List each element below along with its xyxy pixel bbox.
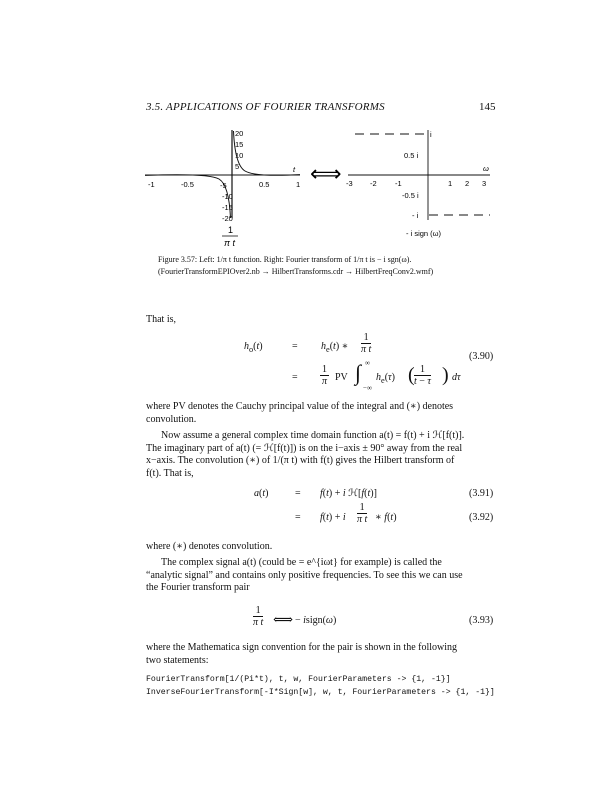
figure-caption: Figure 3.57: Left: 1/π t function. Right: Fourier transform of 1/π t is − i sgn(ω). (FourierTransformEPIOver2.nb → HilbertTransforms.cdr → HilbertFreqConv2.wmf) — [158, 255, 434, 276]
left-ytick: 20 — [235, 129, 244, 138]
right-xtick: -2 — [370, 179, 377, 188]
left-ytick: 10 — [235, 151, 244, 160]
left-xtick: 0.5 — [259, 180, 270, 189]
left-ytick: -15 — [222, 203, 233, 212]
figure-3-57 — [140, 125, 500, 255]
equation-3-90: $h_o(t)$ = $h_e(t)$ ∗ $\frac{1}{\text{π t}}$ = $\frac{1}{\pi}$ PV ∫ ∞ −∞ $h_e(\tau)$ ( $\frac{1}{t - \tau}$ ) dτ — [244, 332, 461, 392]
right-ytick: -0.5 i — [402, 191, 419, 200]
left-ytick: -10 — [222, 192, 233, 201]
right-ytick: 0.5 i — [404, 151, 419, 160]
left-xtick: -0.5 — [181, 180, 194, 189]
right-plot — [346, 130, 490, 238]
curve-positive — [234, 131, 301, 175]
paragraph-convolution: where (∗) denotes convolution. — [146, 541, 273, 552]
right-caption: - i sign (ω) — [406, 229, 442, 238]
right-x-ticks — [346, 179, 486, 188]
left-ytick: -20 — [222, 214, 233, 223]
right-xtick: -3 — [346, 179, 353, 188]
page-number: 145 — [479, 101, 496, 113]
left-plot — [145, 129, 300, 248]
that-is-1: That is, — [146, 314, 176, 325]
figure-plots — [140, 125, 500, 250]
right-xtick: 3 — [482, 179, 487, 188]
code-line-1: FourierTransform[1/(Pi*t), t, w, FourierParameters -> {1, -1}] — [146, 675, 451, 684]
left-ytick: 15 — [235, 140, 244, 149]
equation-number: (3.90) — [469, 351, 494, 362]
paragraph-mathematica: where the Mathematica sign convention for the pair is shown in the following two statements: — [146, 642, 458, 666]
code-line-2: InverseFourierTransform[-I*Sign[w], w, t, FourierParameters -> {1, -1}] — [146, 688, 495, 697]
right-xtick: -1 — [395, 179, 402, 188]
right-ytick: i — [430, 130, 432, 139]
running-header: 3.5. APPLICATIONS OF FOURIER TRANSFORMS — [146, 101, 385, 113]
left-xtick: -1 — [148, 180, 155, 189]
equation-number: (3.93) — [469, 615, 494, 626]
left-axis-label: t — [293, 165, 296, 174]
paragraph-signal: The complex signal a(t) (could be = e^{iωt} for example) is called the “analytic signal” and contains only positive frequencies. To see this we can use the Fourier transform pair — [146, 557, 463, 593]
equation-3-91: a(t) = f(t) + i ℋ[f(t)] — [254, 488, 377, 499]
right-axis-label: ω — [483, 164, 489, 173]
left-xtick: 1 — [296, 180, 301, 189]
left-caption-den: π t — [224, 238, 236, 248]
left-caption-num: 1 — [228, 225, 234, 235]
paragraph-pv: where PV denotes the Cauchy principal value of the integral and (∗) denotes convolution. — [146, 401, 454, 425]
equation-number: (3.92) — [469, 512, 494, 523]
left-ytick: -5 — [220, 181, 227, 190]
transform-arrow-icon: ⟺ — [310, 161, 342, 186]
left-ytick: 5 — [235, 162, 240, 171]
equation-number: (3.91) — [469, 488, 494, 499]
right-ytick: - i — [412, 211, 419, 220]
right-xtick: 2 — [465, 179, 470, 188]
right-xtick: 1 — [448, 179, 453, 188]
paragraph-analytic: Now assume a general complex time domain function a(t) = f(t) + i ℋ[f(t)]. The imaginary part of a(t) (= ℋ[f(t)]) is on the i−axis ± 90° away from the real x−axis. The convolution (∗) of 1/(π t) with f(t) gives the Hilbert transform of f(t). That is, — [146, 430, 465, 479]
